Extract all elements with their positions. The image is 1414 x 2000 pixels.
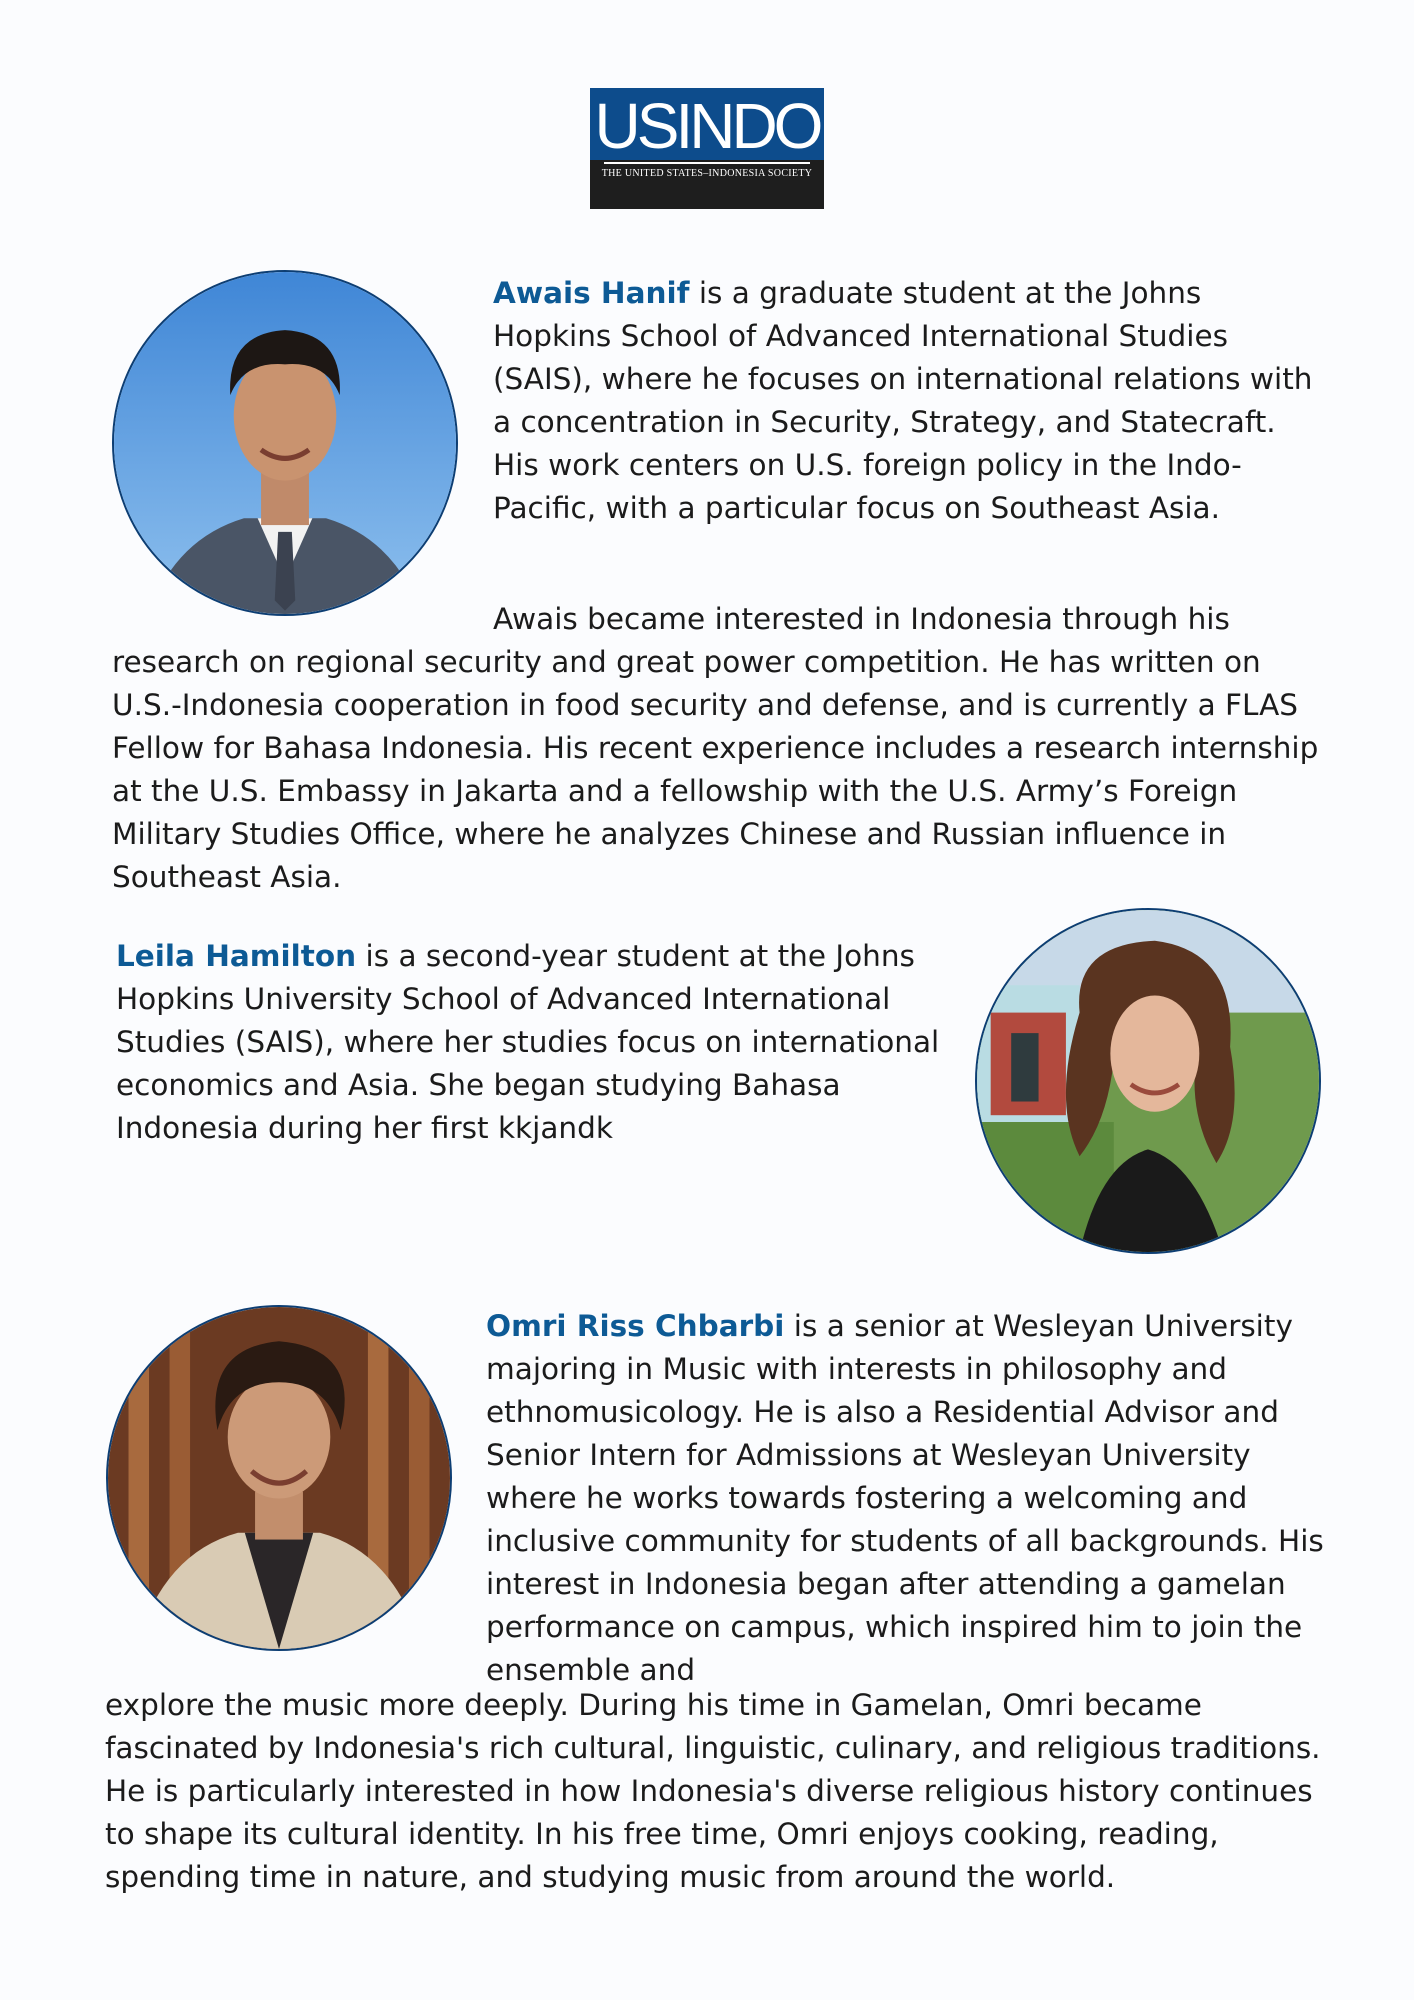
leila-hamilton-bio-text: is a second-year student at the Johns Hopkins University School of Advanced International Studies (SAIS), where her studies focus on international economics and Asia. She began studying Bahasa Indonesia during her first kkjandk <box>116 939 940 1145</box>
omri-riss-chbarbi-bio-text-1: is a senior at Wesleyan University majoring in Music with interests in philosophy and ethnomusicology. He is also a Residential Advisor and Senior Intern for Admissions at Wesleyan University where he works towards fostering a welcoming and inclusive community for students of all backgrounds. His interest in Indonesia began after attending a gamelan performance on campus, which inspired him to join the ensemble and <box>486 1309 1324 1687</box>
logo-divider <box>604 162 810 164</box>
omri-riss-chbarbi-bio-intro <box>486 1305 1326 1692</box>
logo-subtitle: THE UNITED STATES–INDONESIA SOCIETY <box>601 168 813 179</box>
usindo-logo <box>590 88 824 209</box>
logo-wordmark: USINDO <box>594 90 820 162</box>
leila-hamilton-photo <box>975 908 1321 1254</box>
awais-hanif-photo <box>112 270 458 616</box>
awais-hanif-bio-intro <box>493 272 1313 530</box>
omri-riss-chbarbi-photo <box>106 1305 452 1651</box>
awais-hanif-bio-text-1: is a graduate student at the Johns Hopkins School of Advanced International Studies (SAIS), where he focuses on international relations with a concentration in Security, Strategy, and Statecraft. His work centers on U.S. foreign policy in the Indo-Pacific, with a particular focus on Southeast Asia. <box>493 276 1313 525</box>
omri-riss-chbarbi-name: Omri Riss Chbarbi <box>486 1309 785 1343</box>
omri-riss-chbarbi-bio-paragraph-2: explore the music more deeply. During his time in Gamelan, Omri became fascinated by Indonesia's rich cultural, linguistic, culinary, and religious traditions. He is particularly interested in how Indonesia's diverse religious history continues to shape its cultural identity. In his free time, Omri enjoys cooking, reading, spending time in nature, and studying music from around the world. <box>105 1688 1321 1894</box>
leila-hamilton-name: Leila Hamilton <box>116 939 357 973</box>
awais-hanif-bio-paragraph-2: Awais became interested in Indonesia through his research on regional security and great power competition. He has written on U.S.-Indonesia cooperation in food security and defense, and is currently a FLAS Fellow for Bahasa Indonesia. His recent experience includes a research internship at the U.S. Embassy in Jakarta and a fellowship with the U.S. Army’s Foreign Military Studies Office, where he analyzes Chinese and Russian influence in Southeast Asia. <box>112 602 1319 894</box>
leila-hamilton-bio <box>116 935 946 1150</box>
awais-hanif-name: Awais Hanif <box>493 276 690 310</box>
